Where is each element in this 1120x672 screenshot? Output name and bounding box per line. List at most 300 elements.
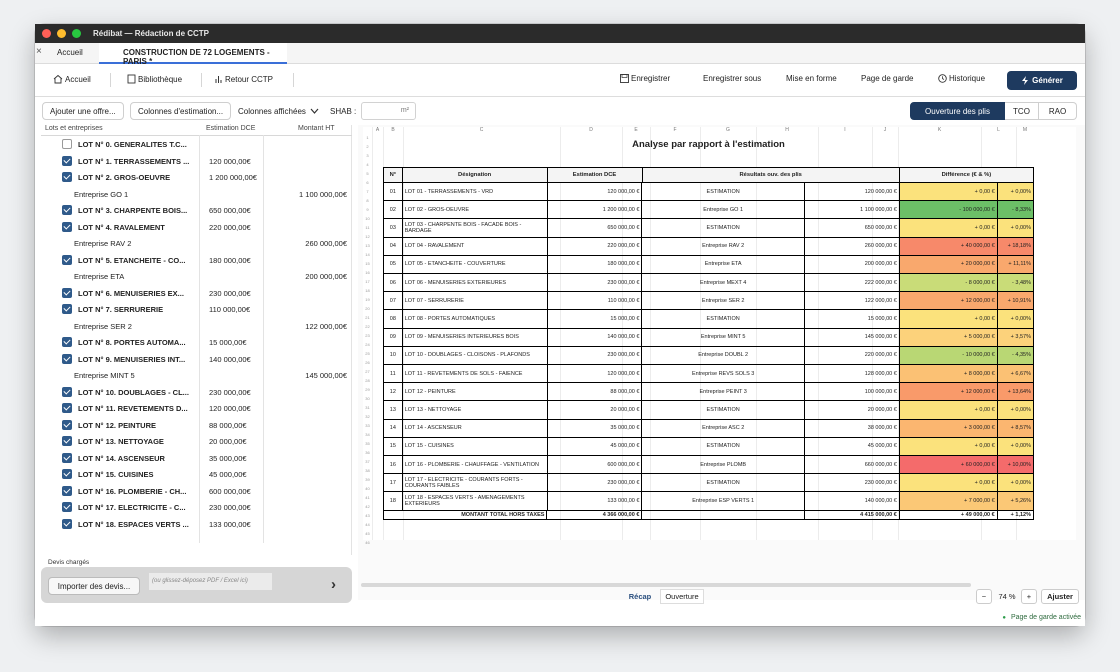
row-pourcentage: + 3,57%: [998, 329, 1034, 347]
table-row[interactable]: [383, 438, 1034, 456]
lot-row[interactable]: [41, 219, 352, 236]
save-icon: [620, 74, 629, 83]
row-pourcentage: + 0,00%: [998, 183, 1034, 201]
row-numero: 07: [384, 292, 403, 310]
mode-tco[interactable]: TCO: [1005, 102, 1039, 120]
table-row[interactable]: [383, 201, 1034, 219]
accueil-label: Accueil: [65, 74, 91, 84]
row-entreprise: Entreprise RAV 2: [642, 238, 804, 256]
spreadsheet-area: [358, 125, 1085, 600]
row-number: 8: [366, 198, 369, 203]
row-number: 32: [365, 414, 370, 419]
header-difference: Différence (€ & %): [900, 168, 1034, 183]
estimation-header: Estimation DCE: [206, 125, 256, 132]
lot-row[interactable]: [41, 301, 352, 318]
entreprise-montant: 145 000,00€: [305, 371, 347, 380]
entreprise-label: Entreprise GO 1: [74, 189, 129, 199]
lot-checkbox[interactable]: [62, 255, 72, 265]
toolbar-divider: [201, 73, 202, 87]
row-entreprise: Entreprise SER 2: [642, 292, 804, 310]
lot-checkbox[interactable]: [62, 354, 72, 364]
lightning-icon: [1021, 76, 1029, 85]
mode-ouverture-des-plis[interactable]: Ouverture des plis: [910, 102, 1005, 120]
row-estimation: 180 000,00 €: [548, 256, 643, 274]
row-numero: 17: [384, 474, 403, 492]
clock-icon: [938, 74, 947, 83]
shab-label: SHAB :: [330, 107, 357, 116]
column-header[interactable]: F: [673, 127, 677, 133]
retour-cctp-label: Retour CCTP: [225, 74, 274, 84]
row-pourcentage: + 13,64%: [998, 383, 1034, 401]
row-numero: 13: [384, 401, 403, 419]
row-entreprise: Entreprise ASC 2: [642, 420, 804, 438]
accueil-button[interactable]: [53, 74, 91, 84]
row-number: 22: [365, 324, 370, 329]
close-window-button[interactable]: [42, 29, 51, 38]
row-number: 44: [365, 522, 370, 527]
row-entreprise: ESTIMATION: [642, 438, 804, 456]
row-number: 24: [365, 342, 370, 347]
table-row[interactable]: [383, 274, 1034, 292]
lot-estimation: 133 000,00€: [209, 519, 251, 529]
lot-checkbox[interactable]: [62, 519, 72, 529]
row-montant: 15 000,00 €: [805, 310, 900, 328]
page-de-garde-button[interactable]: [861, 74, 914, 83]
minimize-window-button[interactable]: [57, 29, 66, 38]
mise-en-forme-button[interactable]: [786, 74, 837, 83]
lot-label: LOT N° 7. SERRURERIE: [78, 305, 164, 314]
row-montant: 45 000,00 €: [805, 438, 900, 456]
row-number: 29: [365, 387, 370, 392]
mode-rao[interactable]: RAO: [1039, 102, 1077, 120]
row-difference: + 5 000,00 €: [900, 329, 998, 347]
row-number: 43: [365, 513, 370, 518]
column-header[interactable]: A: [375, 127, 380, 133]
lot-label: LOT N° 11. REVETEMENTS D...: [78, 404, 188, 413]
lot-label: LOT N° 15. CUISINES: [78, 470, 154, 479]
lot-row[interactable]: [41, 433, 352, 450]
table-row[interactable]: [383, 474, 1034, 492]
entreprise-row[interactable]: [41, 268, 352, 285]
row-pourcentage: - 8,33%: [998, 201, 1034, 219]
enregistrer-button[interactable]: [620, 74, 670, 83]
row-difference: + 0,00 €: [900, 474, 998, 492]
lot-label: LOT N° 12. PEINTURE: [78, 420, 157, 430]
column-header[interactable]: D: [589, 127, 593, 133]
row-number: 3: [366, 153, 369, 158]
table-row[interactable]: [383, 292, 1034, 310]
total-montant: 4 415 000,00 €: [805, 511, 900, 520]
ajuster-button[interactable]: Ajuster: [1041, 589, 1079, 604]
header-estimation: Estimation DCE: [548, 168, 643, 183]
row-number: 2: [366, 144, 369, 149]
lot-estimation: 45 000,00€: [209, 470, 247, 479]
lot-row[interactable]: [41, 351, 352, 368]
zoom-out-button[interactable]: −: [976, 589, 992, 604]
tab-accueil[interactable]: Accueil: [57, 48, 83, 57]
row-entreprise: ESTIMATION: [642, 183, 804, 201]
toolbar-divider: [110, 73, 111, 87]
row-montant: 128 000,00 €: [805, 365, 900, 383]
bibliotheque-button[interactable]: [127, 74, 182, 84]
header-resultats: Résultats ouv. des plis: [643, 168, 900, 183]
row-pourcentage: + 11,11%: [998, 256, 1034, 274]
main-toolbar: [35, 64, 1085, 97]
row-difference: - 100 000,00 €: [900, 201, 998, 219]
row-entreprise: ESTIMATION: [642, 474, 804, 492]
lot-checkbox[interactable]: [62, 288, 72, 298]
lot-estimation: 20 000,00€: [209, 437, 247, 446]
column-header[interactable]: K: [937, 127, 942, 133]
row-numero: 01: [384, 183, 403, 201]
row-montant: 1 100 000,00 €: [805, 201, 900, 219]
lot-estimation: 230 000,00€: [209, 288, 251, 298]
row-montant: 122 000,00 €: [805, 292, 900, 310]
lot-checkbox[interactable]: [62, 205, 72, 215]
row-montant: 230 000,00 €: [805, 474, 900, 492]
devis-dropzone[interactable]: [41, 567, 352, 603]
row-entreprise: ESTIMATION: [642, 310, 804, 328]
row-montant: 38 000,00 €: [805, 420, 900, 438]
row-number: 19: [365, 297, 370, 302]
row-number: 27: [365, 369, 370, 374]
row-difference: + 12 000,00 €: [900, 292, 998, 310]
column-header[interactable]: H: [785, 127, 789, 133]
lot-row[interactable]: [41, 252, 352, 269]
lot-estimation: 600 000,00€: [209, 486, 251, 496]
row-number: 28: [365, 378, 370, 383]
zoom-level: 74 %: [998, 592, 1016, 601]
row-designation: LOT 14 - ASCENSEUR: [403, 420, 548, 438]
lot-checkbox[interactable]: [62, 420, 72, 430]
historique-label: Historique: [949, 74, 986, 83]
row-montant: 100 000,00 €: [805, 383, 900, 401]
colonnes-estimation-button[interactable]: Colonnes d'estimation...: [130, 102, 231, 120]
row-montant: 20 000,00 €: [805, 401, 900, 419]
entreprise-montant: 200 000,00€: [305, 272, 347, 281]
lot-checkbox[interactable]: [62, 403, 72, 413]
lot-row[interactable]: [41, 136, 352, 153]
lot-row[interactable]: [41, 400, 352, 417]
lot-checkbox[interactable]: [62, 172, 72, 182]
row-difference: - 8 000,00 €: [900, 274, 998, 292]
lot-estimation: 230 000,00€: [209, 503, 251, 512]
lot-label: LOT N° 1. TERRASSEMENTS ...: [78, 156, 190, 166]
column-header[interactable]: C: [479, 127, 484, 133]
lot-row[interactable]: [41, 169, 352, 186]
row-number: 26: [365, 360, 370, 365]
row-estimation: 1 200 000,00 €: [548, 201, 643, 219]
column-header[interactable]: J: [883, 127, 887, 133]
row-pourcentage: + 10,00%: [998, 456, 1034, 474]
row-number: 42: [365, 504, 370, 509]
row-pourcentage: + 8,57%: [998, 420, 1034, 438]
importer-devis-button[interactable]: Importer des devis...: [48, 577, 140, 595]
total-label: MONTANT TOTAL HORS TAXES: [384, 511, 547, 520]
lots-panel: [41, 125, 352, 555]
row-difference: + 0,00 €: [900, 219, 998, 237]
row-number: 4: [366, 162, 369, 167]
generer-button[interactable]: [1007, 71, 1077, 90]
chevron-right-icon[interactable]: ›: [331, 576, 336, 593]
lot-row[interactable]: [41, 334, 352, 351]
row-number: 7: [366, 189, 369, 194]
row-number: 25: [365, 351, 370, 356]
lot-row[interactable]: [41, 202, 352, 219]
row-difference: + 20 000,00 €: [900, 256, 998, 274]
row-number: 13: [365, 243, 370, 248]
column-header[interactable]: G: [726, 127, 730, 133]
lot-estimation: 88 000,00€: [209, 420, 247, 430]
page-de-garde-label: Page de garde: [861, 74, 914, 83]
ajouter-offre-button[interactable]: Ajouter une offre...: [42, 102, 124, 120]
table-row[interactable]: [383, 256, 1034, 274]
row-designation: LOT 08 - PORTES AUTOMATIQUES: [403, 310, 548, 328]
window-title: Rédibat — Rédaction de CCTP: [93, 29, 210, 38]
entreprise-row[interactable]: [41, 235, 352, 252]
table-row[interactable]: [383, 329, 1034, 347]
table-row[interactable]: [383, 365, 1034, 383]
row-estimation: 110 000,00 €: [548, 292, 643, 310]
entreprise-montant: 260 000,00€: [305, 239, 347, 248]
zoom-in-button[interactable]: +: [1021, 589, 1037, 604]
table-row[interactable]: [383, 456, 1034, 474]
row-numero: 09: [384, 329, 403, 347]
devis-panel: [41, 555, 352, 613]
lot-checkbox[interactable]: [62, 453, 72, 463]
sheet-tab-recap[interactable]: Récap: [628, 592, 652, 601]
row-pourcentage: + 6,67%: [998, 365, 1034, 383]
lot-checkbox[interactable]: [62, 337, 72, 347]
row-pourcentage: + 0,00%: [998, 219, 1034, 237]
row-entreprise: Entreprise DOUBL 2: [642, 347, 804, 365]
lot-checkbox[interactable]: [62, 156, 72, 166]
lot-row[interactable]: [41, 483, 352, 500]
enregistrer-sous-button[interactable]: [703, 74, 761, 83]
row-designation: LOT 03 - CHARPENTE BOIS - FACADE BOIS - BARDAGE: [403, 219, 548, 237]
row-number: 45: [365, 531, 370, 536]
lot-label: LOT N° 3. CHARPENTE BOIS...: [78, 206, 188, 215]
lot-estimation: 220 000,00€: [209, 222, 251, 232]
lot-row[interactable]: [41, 153, 352, 170]
lot-row[interactable]: [41, 516, 352, 533]
lot-label: LOT N° 17. ELECTRICITE - C...: [78, 503, 186, 512]
lot-checkbox[interactable]: [62, 304, 72, 314]
row-entreprise: Entreprise ESP VERTS 1: [642, 492, 804, 510]
lot-estimation: 35 000,00€: [209, 453, 247, 463]
row-estimation: 230 000,00 €: [548, 347, 643, 365]
lot-checkbox[interactable]: [62, 502, 72, 512]
retour-cctp-button[interactable]: [214, 74, 273, 84]
historique-button[interactable]: [938, 74, 985, 83]
row-entreprise: Entreprise MINT 5: [642, 329, 804, 347]
row-montant: 220 000,00 €: [805, 347, 900, 365]
home-icon: [53, 74, 63, 84]
lot-checkbox[interactable]: [62, 387, 72, 397]
app-window: [35, 24, 1085, 626]
toolbar-divider: [293, 73, 294, 87]
colonnes-affichees-dropdown[interactable]: [238, 102, 319, 120]
row-numero: 06: [384, 274, 403, 292]
row-entreprise: ESTIMATION: [642, 219, 804, 237]
table-row[interactable]: [383, 420, 1034, 438]
total-row: [383, 511, 1034, 520]
row-designation: LOT 16 - PLOMBERIE - CHAUFFAGE - VENTILATION: [403, 456, 548, 474]
lot-estimation: 650 000,00€: [209, 206, 251, 215]
row-pourcentage: + 0,00%: [998, 401, 1034, 419]
lot-checkbox[interactable]: [62, 222, 72, 232]
row-number: 18: [365, 288, 370, 293]
entreprise-row[interactable]: [41, 318, 352, 335]
row-number: 14: [365, 252, 370, 257]
table-row[interactable]: [383, 310, 1034, 328]
total-difference: + 49 000,00 €: [900, 511, 998, 520]
row-number: 33: [365, 423, 370, 428]
total-empty: [642, 511, 804, 520]
row-estimation: 15 000,00 €: [548, 310, 643, 328]
entreprise-row[interactable]: [41, 186, 352, 203]
row-estimation: 45 000,00 €: [548, 438, 643, 456]
row-estimation: 230 000,00 €: [548, 274, 643, 292]
lot-row[interactable]: [41, 417, 352, 434]
entreprise-row[interactable]: [41, 367, 352, 384]
row-estimation: 20 000,00 €: [548, 401, 643, 419]
table-row[interactable]: [383, 183, 1034, 201]
lot-checkbox[interactable]: [62, 139, 72, 149]
column-header[interactable]: E: [634, 127, 638, 133]
row-number: 30: [365, 396, 370, 401]
shab-input[interactable]: [361, 102, 416, 120]
row-number: 6: [366, 180, 369, 185]
row-designation: LOT 17 - ELECTRICITE - COURANTS FORTS - COURANTS FAIBLES: [403, 474, 548, 492]
header-numero: N°: [384, 168, 403, 183]
row-difference: + 0,00 €: [900, 401, 998, 419]
row-number: 20: [365, 306, 370, 311]
row-entreprise: ESTIMATION: [642, 401, 804, 419]
lot-estimation: 120 000,00€: [209, 156, 251, 166]
tab-project[interactable]: CONSTRUCTION DE 72 LOGEMENTS - PARIS *: [99, 43, 287, 64]
row-numero: 16: [384, 456, 403, 474]
table-row[interactable]: [383, 347, 1034, 365]
row-difference: + 60 000,00 €: [900, 456, 998, 474]
entreprise-label: Entreprise MINT 5: [74, 371, 135, 380]
column-header[interactable]: M: [1022, 127, 1028, 133]
row-entreprise: Entreprise PLOMB: [642, 456, 804, 474]
row-number: 35: [365, 441, 370, 446]
lot-label: LOT N° 2. GROS-OEUVRE: [78, 173, 171, 182]
row-difference: + 0,00 €: [900, 310, 998, 328]
row-entreprise: Entreprise GO 1: [642, 201, 804, 219]
row-number: 11: [365, 225, 370, 230]
row-estimation: 650 000,00 €: [548, 219, 643, 237]
row-estimation: 35 000,00 €: [548, 420, 643, 438]
row-numero: 05: [384, 256, 403, 274]
row-numero: 14: [384, 420, 403, 438]
lot-label: LOT N° 16. PLOMBERIE - CH...: [78, 486, 187, 496]
lot-estimation: 230 000,00€: [209, 387, 251, 397]
lot-checkbox[interactable]: [62, 436, 72, 446]
chevron-down-icon: [310, 108, 319, 114]
row-designation: LOT 01 - TERRASSEMENTS - VRD: [403, 183, 548, 201]
row-number: 41: [365, 495, 370, 500]
row-difference: + 0,00 €: [900, 438, 998, 456]
options-row: [35, 97, 1085, 125]
lot-row[interactable]: [41, 450, 352, 467]
row-pourcentage: + 0,00%: [998, 474, 1034, 492]
row-entreprise: Entreprise ETA: [642, 256, 804, 274]
row-montant: 140 000,00 €: [805, 492, 900, 510]
table-row[interactable]: [383, 238, 1034, 256]
spreadsheet[interactable]: [363, 127, 1076, 545]
devis-label: Devis chargés: [48, 559, 90, 566]
lot-label: LOT N° 10. DOUBLAGES - CL...: [78, 387, 189, 397]
lot-checkbox[interactable]: [62, 486, 72, 496]
bibliotheque-label: Bibliothèque: [138, 74, 183, 84]
lot-estimation: 110 000,00€: [209, 305, 251, 314]
lot-label: LOT N° 13. NETTOYAGE: [78, 437, 164, 446]
table-row[interactable]: [383, 219, 1034, 237]
row-pourcentage: + 0,00%: [998, 310, 1034, 328]
row-number: 10: [365, 216, 370, 221]
lot-label: LOT N° 4. RAVALEMENT: [78, 222, 165, 232]
lot-row[interactable]: [41, 285, 352, 302]
colonnes-affichees-label: Colonnes affichées: [238, 106, 306, 116]
sheet-title: Analyse par rapport à l'estimation: [632, 139, 785, 150]
row-pourcentage: + 18,18%: [998, 238, 1034, 256]
row-difference: + 40 000,00 €: [900, 238, 998, 256]
lot-row[interactable]: [41, 466, 352, 483]
column-header[interactable]: L: [997, 127, 1000, 133]
lot-row[interactable]: [41, 499, 352, 516]
row-numero: 15: [384, 438, 403, 456]
close-tab-icon[interactable]: ×: [36, 46, 42, 57]
entreprise-montant: 122 000,00€: [305, 321, 347, 331]
bar-chart-icon: [214, 74, 223, 84]
row-difference: + 7 000,00 €: [900, 492, 998, 510]
table-row[interactable]: [383, 383, 1034, 401]
row-designation: LOT 09 - MENUISERIES INTERIEURES BOIS: [403, 329, 548, 347]
enregistrer-label: Enregistrer: [631, 74, 671, 83]
row-estimation: 230 000,00 €: [548, 474, 643, 492]
entreprise-label: Entreprise SER 2: [74, 321, 132, 331]
sheet-tab-ouverture[interactable]: Ouverture: [660, 589, 704, 604]
table-row[interactable]: [383, 401, 1034, 419]
row-difference: + 12 000,00 €: [900, 383, 998, 401]
lot-label: LOT N° 0. GENERALITES T.C...: [78, 140, 187, 149]
lot-estimation: 1 200 000,00€: [209, 173, 257, 182]
lot-row[interactable]: [41, 384, 352, 401]
row-designation: LOT 11 - REVETEMENTS DE SOLS - FAIENCE: [403, 365, 548, 383]
row-numero: 02: [384, 201, 403, 219]
row-number: 39: [365, 477, 370, 482]
entreprise-label: Entreprise ETA: [74, 272, 125, 281]
row-designation: LOT 13 - NETTOYAGE: [403, 401, 548, 419]
lot-label: LOT N° 18. ESPACES VERTS ...: [78, 519, 189, 529]
row-montant: 660 000,00 €: [805, 456, 900, 474]
lot-label: LOT N° 14. ASCENSEUR: [78, 453, 165, 463]
zoom-window-button[interactable]: [72, 29, 81, 38]
column-header[interactable]: B: [391, 127, 395, 133]
table-row[interactable]: [383, 492, 1034, 510]
column-header[interactable]: I: [844, 127, 846, 133]
row-designation: LOT 15 - CUISINES: [403, 438, 548, 456]
lot-checkbox[interactable]: [62, 469, 72, 479]
dropzone-hint: (ou glissez-déposez PDF / Excel ici): [149, 573, 272, 590]
row-number: 36: [365, 450, 370, 455]
row-designation: LOT 07 - SERRURERIE: [403, 292, 548, 310]
row-pourcentage: - 3,48%: [998, 274, 1034, 292]
row-designation: LOT 02 - GROS-OEUVRE: [403, 201, 548, 219]
